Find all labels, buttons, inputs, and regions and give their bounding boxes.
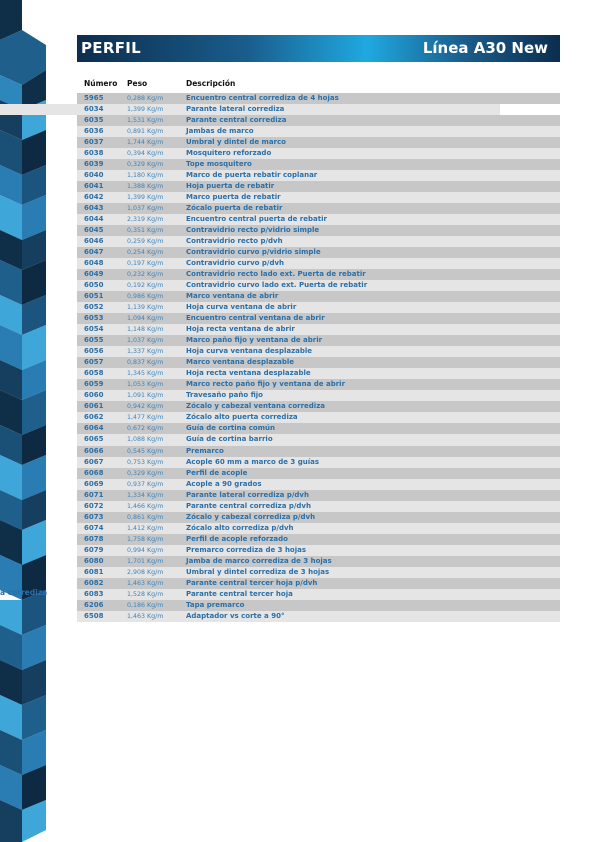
profile-number: 6043 bbox=[84, 204, 104, 213]
table-row bbox=[77, 214, 560, 225]
profile-number: 6083 bbox=[84, 589, 104, 598]
profile-number: 6042 bbox=[84, 193, 104, 202]
profile-number: 6080 bbox=[84, 556, 104, 565]
profile-weight: 1,037 Kg/m bbox=[127, 205, 164, 213]
table-row bbox=[77, 600, 560, 611]
profile-number: 6037 bbox=[84, 138, 104, 147]
profile-number: 6067 bbox=[84, 457, 104, 466]
table-row bbox=[77, 137, 560, 148]
profile-number: 6056 bbox=[84, 347, 104, 356]
product-line-title: Línea A30 New bbox=[422, 39, 548, 57]
profile-weight: 1,053 Kg/m bbox=[127, 381, 164, 389]
profile-weight: 0,329 Kg/m bbox=[127, 469, 164, 477]
table-row bbox=[77, 357, 560, 368]
profile-number: 6047 bbox=[84, 248, 104, 257]
profile-weight: 1,531 Kg/m bbox=[127, 117, 164, 125]
profile-description: Parante central corrediza bbox=[186, 116, 287, 125]
table-row bbox=[77, 280, 560, 291]
profile-weight: 0,837 Kg/m bbox=[127, 359, 164, 367]
table-row bbox=[77, 346, 560, 357]
profile-number: 6064 bbox=[84, 424, 104, 433]
profile-number: 6058 bbox=[84, 369, 104, 378]
profile-number: 6051 bbox=[84, 292, 104, 301]
profile-description: Contravidrio curvo p/dvh bbox=[186, 259, 285, 268]
table-row bbox=[77, 247, 560, 258]
profile-description: Hoja puerta de rebatir bbox=[186, 182, 275, 191]
profile-number: 6041 bbox=[84, 182, 104, 191]
profile-weight: 1,334 Kg/m bbox=[127, 491, 164, 499]
table-row bbox=[77, 159, 560, 170]
profile-weight: 1,477 Kg/m bbox=[127, 414, 164, 422]
profile-weight: 1,399 Kg/m bbox=[127, 106, 164, 114]
profile-number: 6066 bbox=[84, 446, 104, 455]
profile-number: 6071 bbox=[84, 490, 104, 499]
profile-number: 6052 bbox=[84, 303, 104, 312]
table-row bbox=[77, 225, 560, 236]
profile-description: Zócalo alto corrediza p/dvh bbox=[186, 523, 294, 532]
profile-weight: 1,463 Kg/m bbox=[127, 579, 164, 587]
table-row bbox=[77, 390, 560, 401]
profile-description: Contravidrio curvo p/vidrio simple bbox=[186, 248, 321, 257]
table-row bbox=[77, 545, 560, 556]
profile-weight: 1,466 Kg/m bbox=[127, 502, 164, 510]
profile-weight: 0,753 Kg/m bbox=[127, 458, 164, 466]
profile-number: 6206 bbox=[84, 600, 104, 609]
profile-weight: 0,259 Kg/m bbox=[127, 238, 164, 246]
profile-weight: 0,329 Kg/m bbox=[127, 161, 164, 169]
profile-description: Contravidrio recto p/dvh bbox=[186, 237, 283, 246]
profile-weight: 0,545 Kg/m bbox=[127, 447, 164, 455]
profile-weight: 1,412 Kg/m bbox=[127, 524, 164, 532]
profile-weight: 1,528 Kg/m bbox=[127, 590, 164, 598]
table-row bbox=[77, 479, 560, 490]
profile-description: Hoja recta ventana desplazable bbox=[186, 369, 311, 378]
profile-description: Zócalo y cabezal ventana corrediza bbox=[186, 402, 325, 411]
profile-description: Parante lateral corrediza bbox=[186, 105, 285, 114]
table-row bbox=[77, 611, 560, 622]
profile-number: 6508 bbox=[84, 611, 104, 620]
profile-weight: 0,192 Kg/m bbox=[127, 282, 164, 290]
row-extension-band bbox=[0, 104, 77, 115]
profile-description: Encuentro central ventana de abrir bbox=[186, 314, 325, 323]
table-row bbox=[77, 457, 560, 468]
profile-description: Contravidrio recto lado ext. Puerta de rebatir bbox=[186, 270, 366, 279]
profile-description: Marco de puerta rebatir coplanar bbox=[186, 171, 318, 180]
table-row bbox=[77, 93, 560, 104]
profile-description: Marco recto paño fijo y ventana de abrir bbox=[186, 380, 346, 389]
table-row bbox=[77, 578, 560, 589]
profile-weight: 0,394 Kg/m bbox=[127, 150, 164, 158]
profile-weight: 1,388 Kg/m bbox=[127, 183, 164, 191]
table-row bbox=[77, 181, 560, 192]
profile-description: Marco ventana de abrir bbox=[186, 292, 279, 301]
profile-number: 6045 bbox=[84, 226, 104, 235]
section-title: PERFIL bbox=[81, 39, 141, 57]
profile-description: Zócalo alto puerta corrediza bbox=[186, 413, 298, 422]
profile-weight: 1,037 Kg/m bbox=[127, 337, 164, 345]
profile-number: 6073 bbox=[84, 512, 104, 521]
profile-description: Premarco bbox=[186, 446, 224, 455]
profile-description: Hoja recta ventana de abrir bbox=[186, 325, 295, 334]
profile-number: 6048 bbox=[84, 259, 104, 268]
profile-weight: 0,672 Kg/m bbox=[127, 425, 164, 433]
profile-description: Hoja curva ventana desplazable bbox=[186, 347, 313, 356]
table-row bbox=[77, 379, 560, 390]
table-row bbox=[77, 512, 560, 523]
table-row bbox=[77, 203, 560, 214]
profile-weight: 1,091 Kg/m bbox=[127, 392, 164, 400]
table-row bbox=[77, 115, 560, 126]
profile-number: 6072 bbox=[84, 501, 104, 510]
profile-weight: 1,463 Kg/m bbox=[127, 612, 164, 620]
table-row bbox=[77, 556, 560, 567]
profile-weight: 0,254 Kg/m bbox=[127, 249, 164, 257]
profile-weight: 1,180 Kg/m bbox=[127, 172, 164, 180]
profile-number: 6044 bbox=[84, 215, 104, 224]
table-row bbox=[77, 269, 560, 280]
profile-weight: 1,139 Kg/m bbox=[127, 304, 164, 312]
profile-description: Parante central tercer hoja bbox=[186, 589, 293, 598]
column-header-description: Descripción bbox=[186, 79, 236, 88]
profile-description: Zócalo y cabezal corrediza p/dvh bbox=[186, 512, 316, 521]
profile-weight: 0,994 Kg/m bbox=[127, 546, 164, 554]
side-caption: a corrediza bbox=[0, 588, 48, 597]
table-row bbox=[77, 368, 560, 379]
profile-weight: 0,197 Kg/m bbox=[127, 260, 164, 268]
profile-weight: 1,701 Kg/m bbox=[127, 557, 164, 565]
header-bar bbox=[77, 35, 560, 62]
table-row bbox=[77, 291, 560, 302]
profile-number: 6039 bbox=[84, 160, 104, 169]
table-row bbox=[77, 523, 560, 534]
profile-weight: 1,148 Kg/m bbox=[127, 326, 164, 334]
profile-description: Parante lateral corrediza p/dvh bbox=[186, 490, 309, 499]
profile-number: 6040 bbox=[84, 171, 104, 180]
column-header-number: Número bbox=[84, 79, 118, 88]
profile-weight: 1,094 Kg/m bbox=[127, 315, 164, 323]
profile-description: Parante central tercer hoja p/dvh bbox=[186, 578, 318, 587]
profile-description: Mosquitero reforzado bbox=[186, 149, 272, 158]
table-row bbox=[77, 468, 560, 479]
column-header-weight: Peso bbox=[127, 79, 148, 88]
profile-description: Marco puerta de rebatir bbox=[186, 193, 281, 202]
profile-description: Perfil de acople bbox=[186, 468, 248, 477]
table-row bbox=[77, 589, 560, 600]
profile-number: 6046 bbox=[84, 237, 104, 246]
profile-description: Jamba de marco corrediza de 3 hojas bbox=[186, 556, 332, 565]
table-row bbox=[77, 324, 560, 335]
profile-description: Perfil de acople reforzado bbox=[186, 534, 288, 543]
profile-weight: 2,908 Kg/m bbox=[127, 568, 164, 576]
table-row bbox=[77, 192, 560, 203]
row-gap bbox=[500, 104, 560, 115]
profile-weight: 1,088 Kg/m bbox=[127, 436, 164, 444]
profile-number: 6035 bbox=[84, 116, 104, 125]
table-row bbox=[77, 501, 560, 512]
table-row bbox=[77, 236, 560, 247]
profile-weight: 1,744 Kg/m bbox=[127, 139, 164, 147]
profile-number: 6036 bbox=[84, 127, 104, 136]
profile-number: 6065 bbox=[84, 435, 104, 444]
profile-weight: 0,351 Kg/m bbox=[127, 227, 164, 235]
profile-description: Encuentro central puerta de rebatir bbox=[186, 215, 327, 224]
table-row bbox=[77, 446, 560, 457]
profile-number: 6054 bbox=[84, 325, 104, 334]
profile-description: Jambas de marco bbox=[186, 127, 254, 136]
profile-description: Contravidrio curvo lado ext. Puerta de rebatir bbox=[186, 281, 368, 290]
profile-number: 6062 bbox=[84, 413, 104, 422]
profile-weight: 0,186 Kg/m bbox=[127, 601, 164, 609]
table-row bbox=[77, 567, 560, 578]
profile-weight: 0,986 Kg/m bbox=[127, 293, 164, 301]
table-row bbox=[77, 401, 560, 412]
profile-description: Guía de cortina común bbox=[186, 424, 276, 433]
profile-description: Premarco corrediza de 3 hojas bbox=[186, 545, 307, 554]
profile-description: Contravidrio recto p/vidrio simple bbox=[186, 226, 320, 235]
profile-description: Encuentro central corrediza de 4 hojas bbox=[186, 94, 339, 102]
profile-number: 6074 bbox=[84, 523, 104, 532]
profile-number: 6053 bbox=[84, 314, 104, 323]
profile-number: 6034 bbox=[84, 105, 104, 114]
profile-weight: 0,891 Kg/m bbox=[127, 128, 164, 136]
table-row bbox=[77, 490, 560, 501]
profile-number: 6050 bbox=[84, 281, 104, 290]
profile-number: 6079 bbox=[84, 545, 104, 554]
profile-table bbox=[77, 93, 560, 622]
profile-number: 6082 bbox=[84, 578, 104, 587]
profile-description: Adaptador vs corte a 90° bbox=[186, 611, 285, 620]
table-row bbox=[77, 148, 560, 159]
profile-description: Guía de cortina barrio bbox=[186, 435, 273, 444]
profile-number: 6060 bbox=[84, 391, 104, 400]
table-row bbox=[77, 434, 560, 445]
profile-weight: 2,319 Kg/m bbox=[127, 216, 164, 224]
profile-description: Marco paño fijo y ventana de abrir bbox=[186, 336, 323, 345]
profile-number: 6081 bbox=[84, 567, 104, 576]
table-row bbox=[77, 126, 560, 137]
profile-weight: 0,288 Kg/m bbox=[127, 95, 164, 102]
profile-description: Acople a 90 grados bbox=[186, 479, 262, 488]
profile-weight: 0,937 Kg/m bbox=[127, 480, 164, 488]
profile-number: 6038 bbox=[84, 149, 104, 158]
profile-weight: 0,232 Kg/m bbox=[127, 271, 164, 279]
profile-number: 6068 bbox=[84, 468, 104, 477]
profile-description: Travesaño paño fijo bbox=[186, 391, 263, 400]
profile-number: 5965 bbox=[84, 94, 104, 102]
profile-weight: 1,758 Kg/m bbox=[127, 535, 164, 543]
table-row bbox=[77, 104, 560, 115]
profile-description: Parante central corrediza p/dvh bbox=[186, 501, 311, 510]
profile-number: 6069 bbox=[84, 479, 104, 488]
profile-number: 6057 bbox=[84, 358, 104, 367]
profile-description: Marco ventana desplazable bbox=[186, 358, 295, 367]
profile-description: Tope mosquitero bbox=[186, 160, 252, 169]
profile-number: 6049 bbox=[84, 270, 104, 279]
table-row bbox=[77, 335, 560, 346]
profile-description: Acople 60 mm a marco de 3 guías bbox=[186, 457, 319, 466]
table-row bbox=[77, 313, 560, 324]
profile-weight: 1,337 Kg/m bbox=[127, 348, 164, 356]
table-row bbox=[77, 302, 560, 313]
table-row bbox=[77, 412, 560, 423]
decorative-side-strip bbox=[0, 0, 50, 842]
table-row bbox=[77, 170, 560, 181]
table-row bbox=[77, 258, 560, 269]
profile-description: Umbral y dintel corrediza de 3 hojas bbox=[186, 567, 330, 576]
profile-weight: 0,942 Kg/m bbox=[127, 403, 164, 411]
profile-weight: 0,861 Kg/m bbox=[127, 513, 164, 521]
profile-number: 6078 bbox=[84, 534, 104, 543]
profile-weight: 1,345 Kg/m bbox=[127, 370, 164, 378]
profile-number: 6055 bbox=[84, 336, 104, 345]
table-row bbox=[77, 423, 560, 434]
profile-number: 6061 bbox=[84, 402, 104, 411]
profile-weight: 1,399 Kg/m bbox=[127, 194, 164, 202]
profile-number: 6059 bbox=[84, 380, 104, 389]
profile-description: Tapa premarco bbox=[186, 600, 245, 609]
table-row bbox=[77, 534, 560, 545]
profile-description: Umbral y dintel de marco bbox=[186, 138, 286, 147]
profile-description: Zócalo puerta de rebatir bbox=[186, 204, 283, 213]
profile-description: Hoja curva ventana de abrir bbox=[186, 303, 297, 312]
